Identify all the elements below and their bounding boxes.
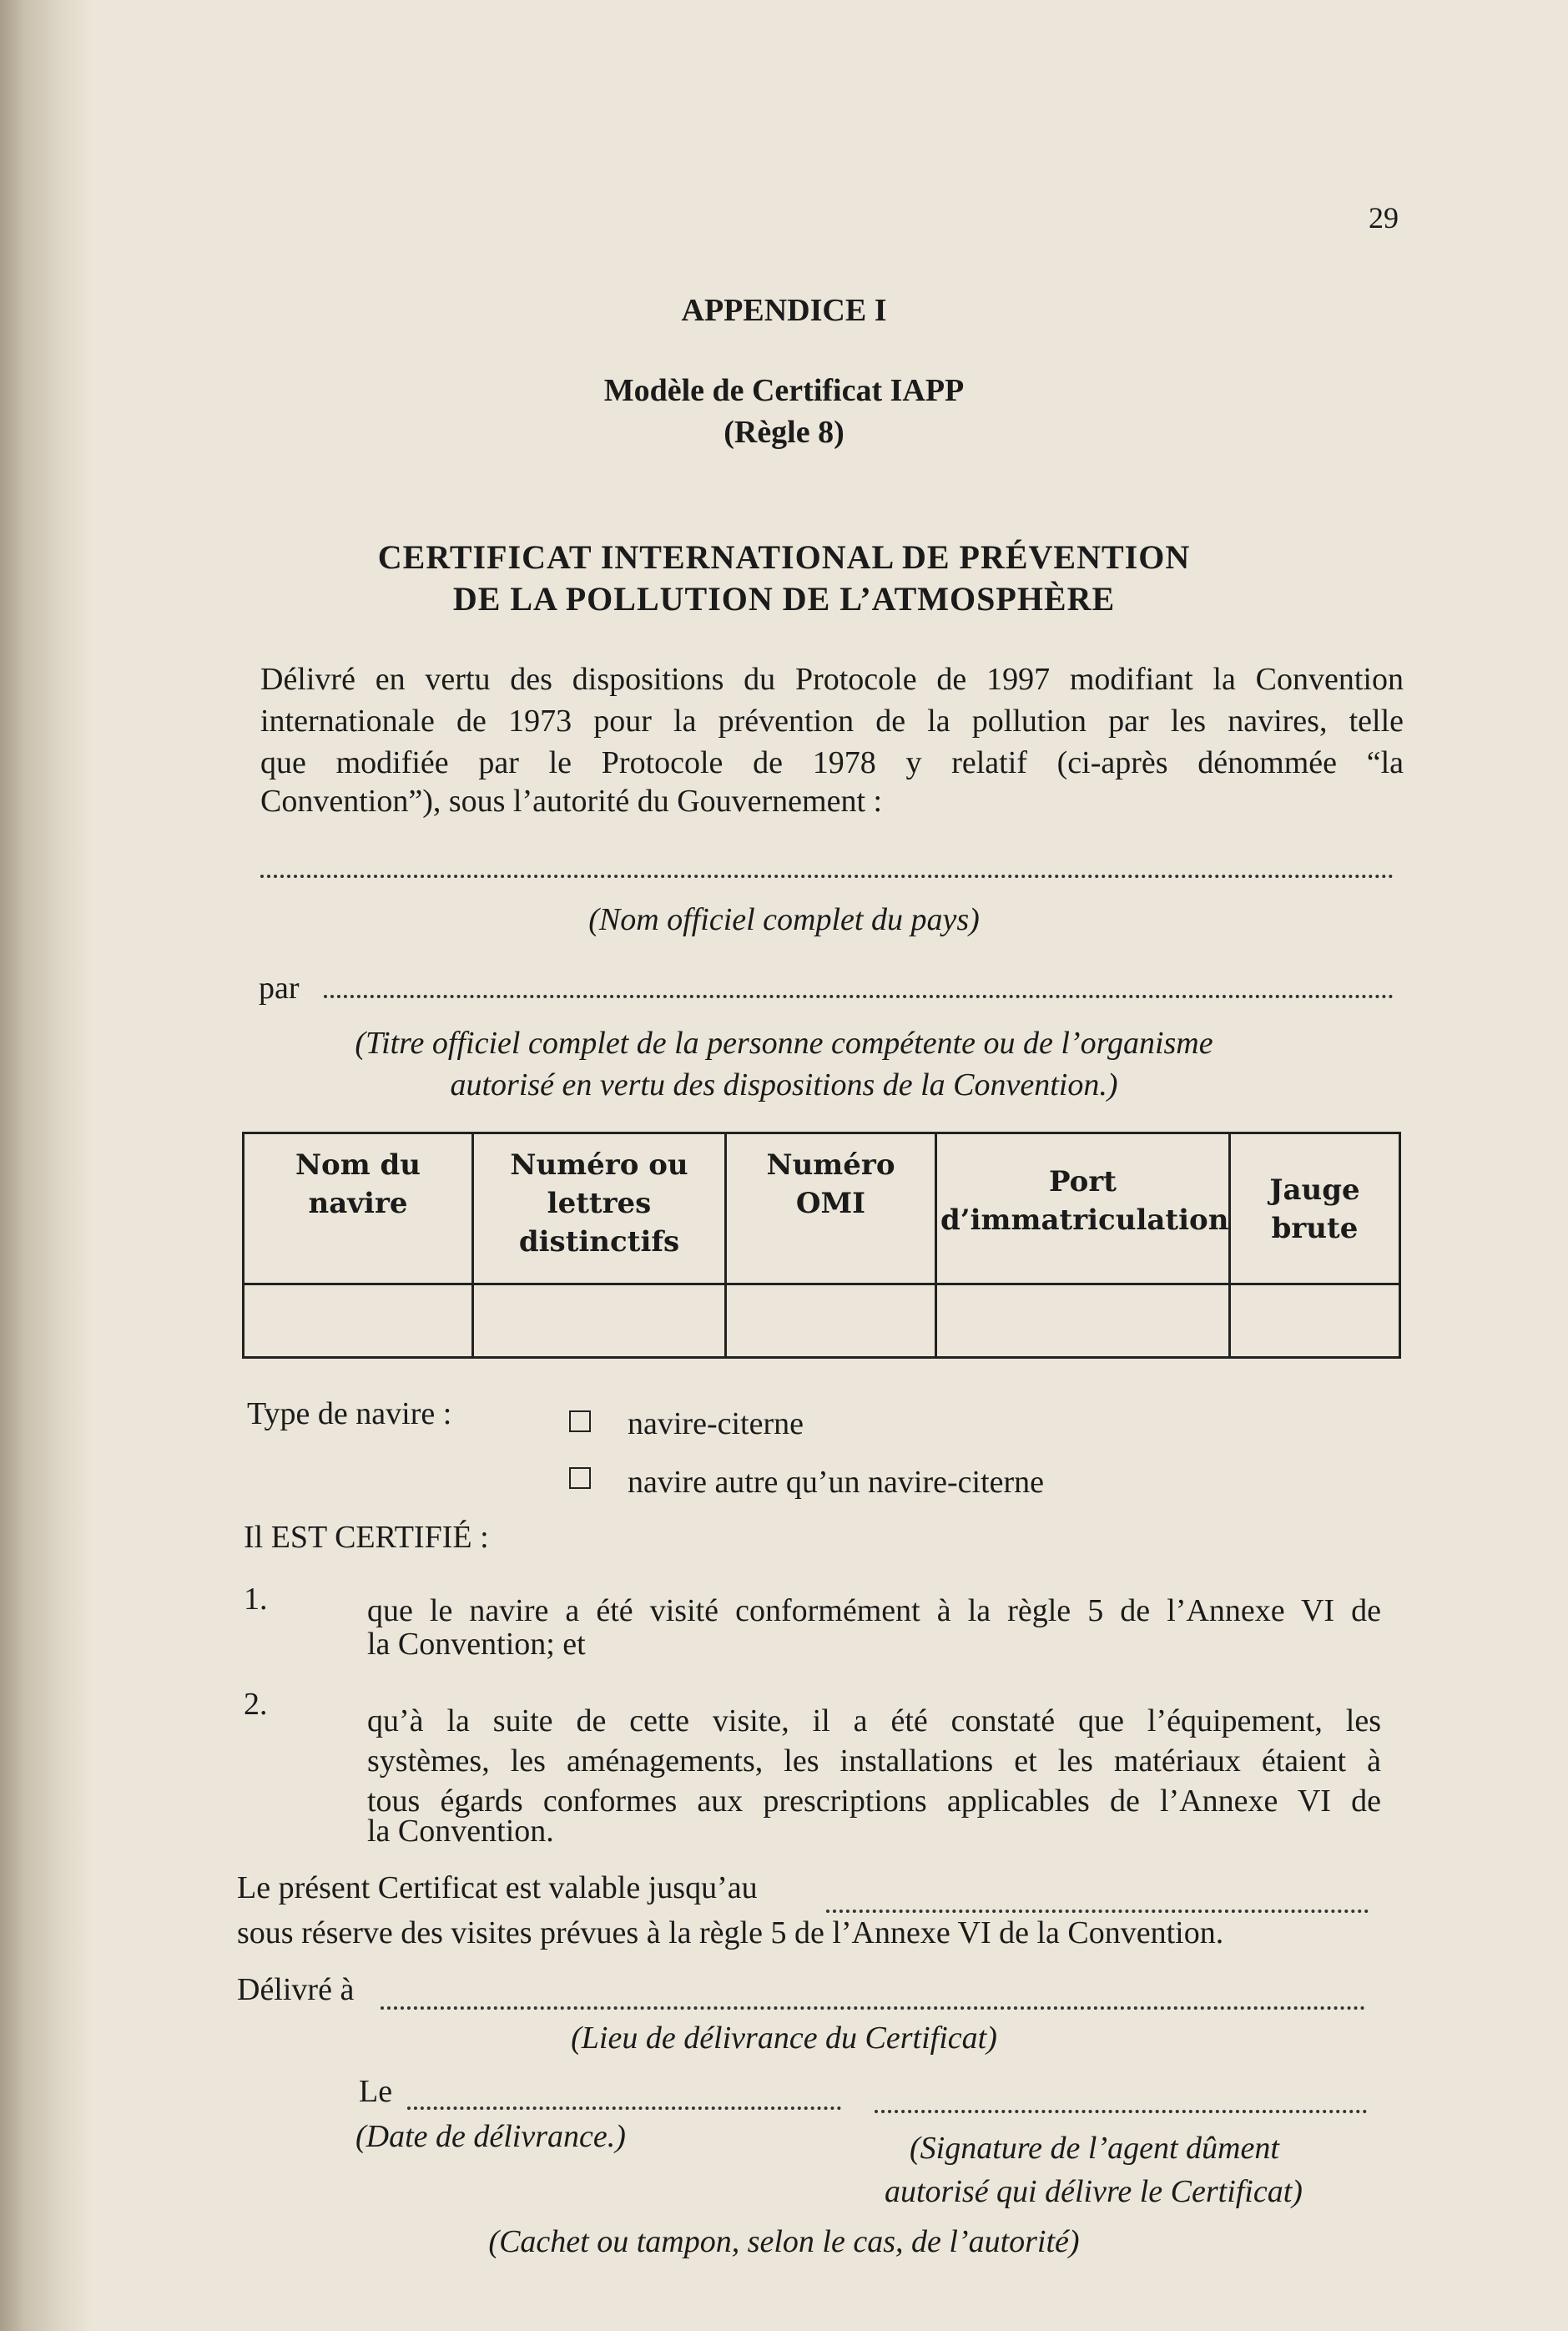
intro-line: Délivré en vertu des dispositions du Protocole de 1997 modifiant la Convention bbox=[260, 662, 1404, 697]
date-fill-line[interactable] bbox=[407, 2106, 841, 2110]
imo-number-cell[interactable] bbox=[726, 1284, 936, 1358]
country-fill-line[interactable] bbox=[260, 875, 1394, 878]
header-port-of-registry bbox=[936, 1133, 1230, 1284]
validity-text: Le présent Certificat est valable jusqu’au bbox=[237, 1870, 758, 1905]
other-ship-option-label: navire autre qu’un navire-citerne bbox=[628, 1465, 1045, 1500]
authority-caption-line1: (Titre officiel complet de la personne compétente ou de l’organisme bbox=[355, 1026, 1213, 1061]
item-line: tous égards conformes aux prescriptions applicables de l’Annexe VI de bbox=[367, 1784, 1381, 1819]
issued-at-fill-line[interactable] bbox=[381, 2006, 1365, 2010]
validity-condition-text: sous réserve des visites prévues à la règle 5 de l’Annexe VI de la Convention. bbox=[237, 1915, 1224, 1950]
model-heading: Modèle de Certificat IAPP bbox=[603, 373, 965, 408]
item-number: 2. bbox=[244, 1687, 268, 1722]
date-label: Le bbox=[359, 2074, 393, 2109]
header-text: brute bbox=[1271, 1212, 1359, 1245]
header-text: navire bbox=[308, 1187, 408, 1220]
header-imo-number bbox=[726, 1133, 936, 1284]
signature-fill-line[interactable] bbox=[875, 2110, 1367, 2113]
table-header-row bbox=[244, 1133, 1400, 1284]
seal-caption: (Cachet ou tampon, selon le cas, de l’autorité) bbox=[488, 2224, 1080, 2259]
tanker-option-label: navire-citerne bbox=[628, 1406, 804, 1441]
header-text: Jauge bbox=[1269, 1173, 1360, 1207]
authority-fill-line[interactable] bbox=[324, 995, 1394, 998]
header-gross-tonnage bbox=[1230, 1133, 1400, 1284]
header-text: OMI bbox=[795, 1187, 866, 1220]
intro-line: internationale de 1973 pour la prévention de la pollution par les navires, telle bbox=[260, 704, 1404, 739]
header-text: d’immatriculation bbox=[940, 1203, 1229, 1237]
item-line: systèmes, les aménagements, les installations et les matériaux étaient à bbox=[367, 1743, 1381, 1779]
date-caption: (Date de délivrance.) bbox=[355, 2119, 626, 2154]
header-distinctive-number bbox=[473, 1133, 726, 1284]
validity-date-fill-line[interactable] bbox=[826, 1910, 1369, 1913]
item-line: la Convention; et bbox=[367, 1627, 586, 1662]
intro-line: Convention”), sous l’autorité du Gouvernement : bbox=[260, 784, 883, 819]
page-number: 29 bbox=[1369, 201, 1399, 235]
signature-caption-line1: (Signature de l’agent dûment bbox=[910, 2131, 1279, 2166]
certificate-title-line1: CERTIFICAT INTERNATIONAL DE PRÉVENTION bbox=[377, 538, 1191, 576]
ship-type-label: Type de navire : bbox=[247, 1396, 452, 1431]
item-number: 1. bbox=[244, 1582, 268, 1617]
issued-at-caption: (Lieu de délivrance du Certificat) bbox=[571, 2021, 997, 2056]
table-row bbox=[244, 1284, 1400, 1358]
par-label: par bbox=[259, 971, 300, 1006]
header-text: Nom du bbox=[295, 1148, 421, 1182]
tanker-checkbox[interactable] bbox=[569, 1410, 591, 1432]
signature-caption-line2: autorisé qui délivre le Certificat) bbox=[885, 2174, 1303, 2209]
item-line: que le navire a été visité conformément à la règle 5 de l’Annexe VI de bbox=[367, 1593, 1381, 1628]
port-of-registry-cell[interactable] bbox=[936, 1284, 1230, 1358]
header-ship-name bbox=[244, 1133, 473, 1284]
rule-heading: (Règle 8) bbox=[723, 415, 845, 450]
header-text: distinctifs bbox=[518, 1225, 680, 1259]
item-line: qu’à la suite de cette visite, il a été constaté que l’équipement, les bbox=[367, 1703, 1381, 1738]
gross-tonnage-cell[interactable] bbox=[1230, 1284, 1400, 1358]
other-ship-checkbox[interactable] bbox=[569, 1467, 591, 1489]
issued-at-label: Délivré à bbox=[237, 1972, 355, 2007]
intro-line: que modifiée par le Protocole de 1978 y relatif (ci-après dénommée “la bbox=[260, 745, 1404, 780]
country-caption: (Nom officiel complet du pays) bbox=[588, 902, 980, 937]
ship-particulars-table bbox=[242, 1132, 1401, 1359]
header-text: lettres bbox=[547, 1187, 652, 1220]
authority-caption-line2: autorisé en vertu des dispositions de la Convention.) bbox=[450, 1067, 1118, 1102]
appendix-heading: APPENDICE I bbox=[681, 293, 887, 328]
header-text: Numéro bbox=[766, 1148, 895, 1182]
header-text: Numéro ou bbox=[510, 1148, 688, 1182]
header-text: Port bbox=[1049, 1165, 1117, 1198]
distinctive-number-cell[interactable] bbox=[473, 1284, 726, 1358]
certified-label: Il EST CERTIFIÉ : bbox=[244, 1520, 489, 1555]
item-line: la Convention. bbox=[367, 1814, 554, 1849]
certificate-title-line2: DE LA POLLUTION DE L’ATMOSPHÈRE bbox=[452, 580, 1116, 618]
ship-name-cell[interactable] bbox=[244, 1284, 473, 1358]
